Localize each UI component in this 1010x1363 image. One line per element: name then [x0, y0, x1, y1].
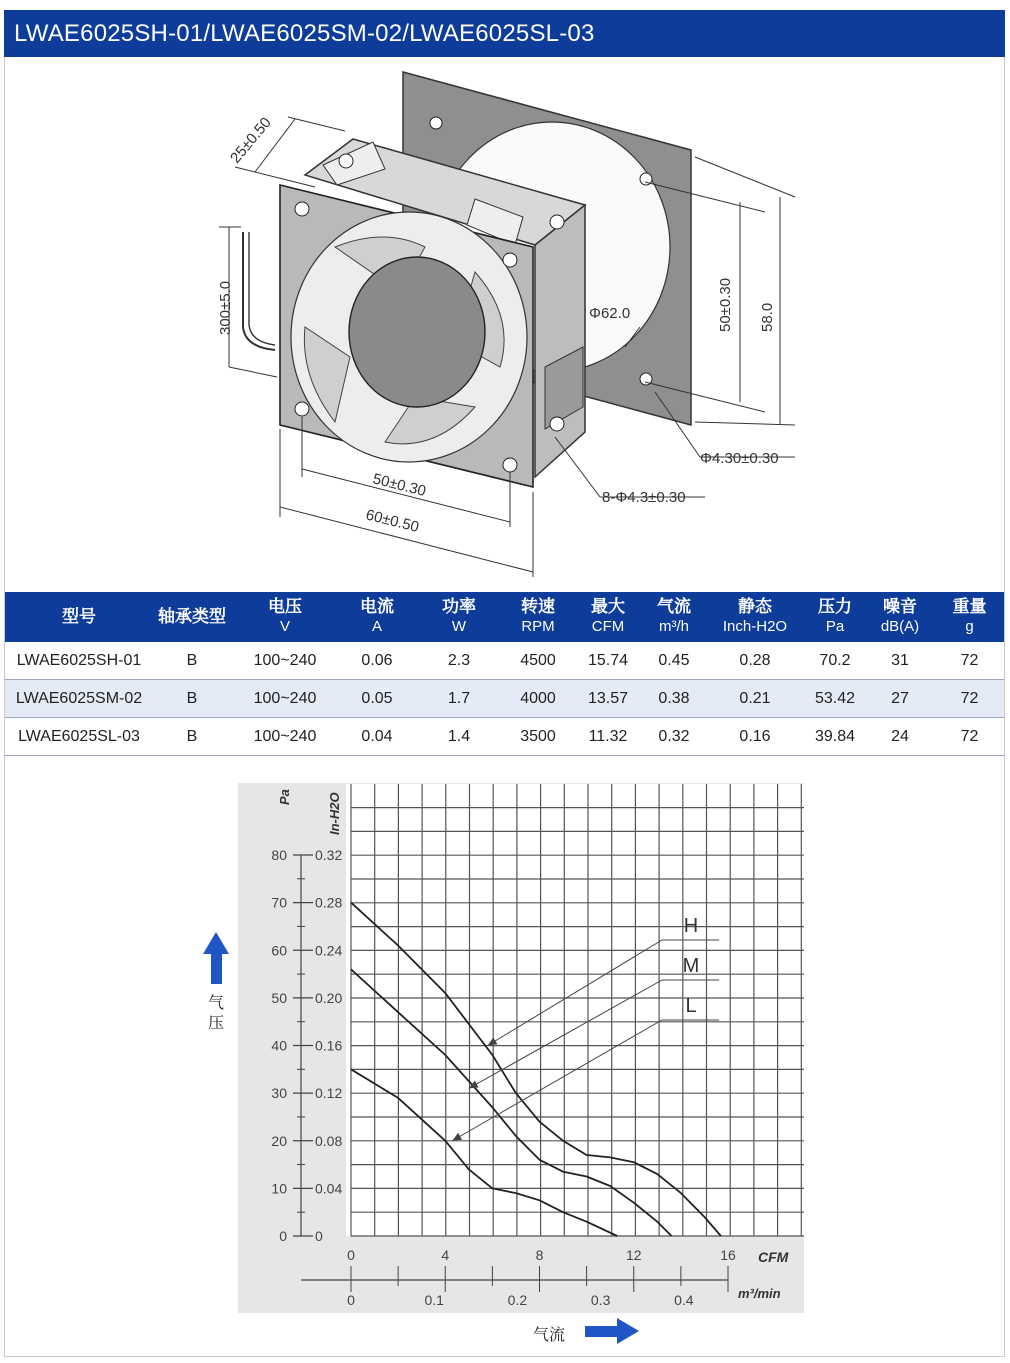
cell-airflow: 0.38	[643, 680, 705, 718]
dim-bore-label: Φ62.0	[589, 305, 631, 322]
dim-height-label: 58.0	[759, 302, 776, 332]
cell-pa: 70.2	[805, 642, 865, 680]
x-tick-label: 16	[720, 1247, 736, 1263]
header-noise: 噪音 dB(A)	[865, 592, 935, 642]
cell-noise: 24	[865, 718, 935, 756]
lead-wire	[243, 232, 275, 350]
cell-model: LWAE6025SL-03	[5, 718, 153, 756]
header-weight: 重量 g	[935, 592, 1004, 642]
legend-label-h: H	[683, 915, 699, 937]
x-tick-label: 4	[441, 1247, 450, 1263]
cell-speed: 4500	[503, 642, 573, 680]
table-row	[5, 718, 1004, 756]
y-tick-label: 0	[279, 1228, 287, 1244]
cell-cfm: 13.57	[573, 680, 643, 718]
header-static-inch: 静态 Inch-H2O	[705, 592, 805, 642]
y-tick-label: 20	[271, 1132, 287, 1149]
cell-cfm: 15.74	[573, 642, 643, 680]
cell-inch-h2o: 0.21	[705, 680, 805, 718]
dim-hole-spacing-v-label: 50±0.30	[717, 277, 734, 332]
cell-model: LWAE6025SH-01	[5, 642, 153, 680]
cell-current: 0.04	[339, 718, 415, 756]
cell-inch-h2o: 0.16	[705, 718, 805, 756]
x-tick-label-secondary: 0	[347, 1292, 355, 1308]
dim-lead-label: 300±5.0	[217, 280, 234, 335]
header-voltage: 电压 V	[231, 592, 339, 642]
x-axis-label-secondary: m³/min	[738, 1286, 781, 1301]
y-tick-label-secondary: 0.28	[315, 894, 343, 911]
cell-bearing: B	[153, 680, 231, 718]
cell-power: 2.3	[415, 642, 503, 680]
y-axis-label-secondary: In-H2O	[327, 792, 342, 835]
cell-current: 0.05	[339, 680, 415, 718]
header-max-cfm: 最大 CFM	[573, 592, 643, 642]
cell-bearing: B	[153, 718, 231, 756]
cell-weight: 72	[935, 642, 1004, 680]
y-tick-label-secondary: 0	[315, 1228, 323, 1244]
cell-current: 0.06	[339, 642, 415, 680]
cell-speed: 3500	[503, 718, 573, 756]
cell-cfm: 11.32	[573, 718, 643, 756]
y-tick-label-secondary: 0.20	[315, 989, 343, 1006]
y-tick-label: 30	[271, 1085, 287, 1102]
table-row	[5, 680, 1004, 718]
dim-depth-label: 25±0.50	[227, 114, 275, 167]
y-tick-label: 70	[271, 894, 287, 911]
y-tick-label: 10	[271, 1180, 287, 1197]
y-tick-label-secondary: 0.32	[315, 847, 343, 863]
cell-pa: 53.42	[805, 680, 865, 718]
y-tick-label: 40	[271, 1037, 287, 1054]
x-tick-label-secondary: 0.4	[674, 1292, 694, 1308]
cell-weight: 72	[935, 718, 1004, 756]
cell-voltage: 100~240	[231, 642, 339, 680]
cell-voltage: 100~240	[231, 718, 339, 756]
cell-pa: 39.84	[805, 718, 865, 756]
pressure-caption: 气压	[208, 995, 225, 1032]
table-header-row	[5, 592, 1004, 642]
header-speed: 转速 RPM	[503, 592, 573, 642]
header-bearing: 轴承类型	[153, 592, 231, 642]
cell-airflow: 0.45	[643, 642, 705, 680]
x-tick-label-secondary: 0.1	[424, 1292, 444, 1308]
dim-holes-label: 8-Φ4.3±0.30	[602, 489, 686, 506]
legend-label-m: M	[682, 955, 700, 977]
header-power: 功率 W	[415, 592, 503, 642]
cell-power: 1.4	[415, 718, 503, 756]
y-tick-label-secondary: 0.04	[315, 1180, 343, 1197]
cell-weight: 72	[935, 680, 1004, 718]
legend-label-l: L	[685, 995, 697, 1017]
y-axis-label: Pa	[277, 789, 292, 805]
performance-curve-chart	[5, 760, 1004, 1357]
y-tick-label-secondary: 0.24	[315, 942, 343, 959]
header-pressure-pa: 压力 Pa	[805, 592, 865, 642]
airflow-caption: 气流	[533, 1327, 566, 1344]
page-title: LWAE6025SH-01/LWAE6025SM-02/LWAE6025SL-03	[4, 10, 1005, 57]
cell-inch-h2o: 0.28	[705, 642, 805, 680]
cell-noise: 31	[865, 642, 935, 680]
dim-mount-hole-label: Φ4.30±0.30	[700, 450, 779, 467]
y-tick-label: 80	[271, 847, 287, 863]
x-tick-label-secondary: 0.3	[590, 1292, 611, 1308]
dim-hole-spacing-h-label: 50±0.30	[371, 470, 428, 500]
cell-noise: 27	[865, 680, 935, 718]
cell-speed: 4000	[503, 680, 573, 718]
header-airflow: 气流 m³/h	[643, 592, 705, 642]
pressure-arrow-icon	[203, 932, 229, 984]
cell-model: LWAE6025SM-02	[5, 680, 153, 718]
y-tick-label: 50	[271, 989, 287, 1006]
y-tick-label-secondary: 0.16	[315, 1037, 343, 1054]
y-tick-label-secondary: 0.12	[315, 1085, 343, 1102]
y-tick-label-secondary: 0.08	[315, 1132, 343, 1149]
cell-power: 1.7	[415, 680, 503, 718]
header-current: 电流 A	[339, 592, 415, 642]
x-tick-label: 12	[625, 1247, 642, 1263]
y-tick-label: 60	[271, 942, 287, 959]
cell-voltage: 100~240	[231, 680, 339, 718]
cell-bearing: B	[153, 642, 231, 680]
fan-dimension-drawing	[5, 57, 1004, 592]
spec-table	[5, 592, 1004, 756]
x-tick-label-secondary: 0.2	[507, 1292, 528, 1308]
plot-area	[346, 784, 804, 1236]
dim-width-label: 60±0.50	[364, 506, 421, 536]
cell-airflow: 0.32	[643, 718, 705, 756]
header-model: 型号	[5, 592, 153, 642]
x-axis-label: CFM	[758, 1249, 789, 1265]
table-row	[5, 642, 1004, 680]
x-tick-label: 0	[347, 1247, 355, 1263]
airflow-arrow-icon	[585, 1318, 639, 1344]
x-tick-label: 8	[535, 1247, 544, 1263]
